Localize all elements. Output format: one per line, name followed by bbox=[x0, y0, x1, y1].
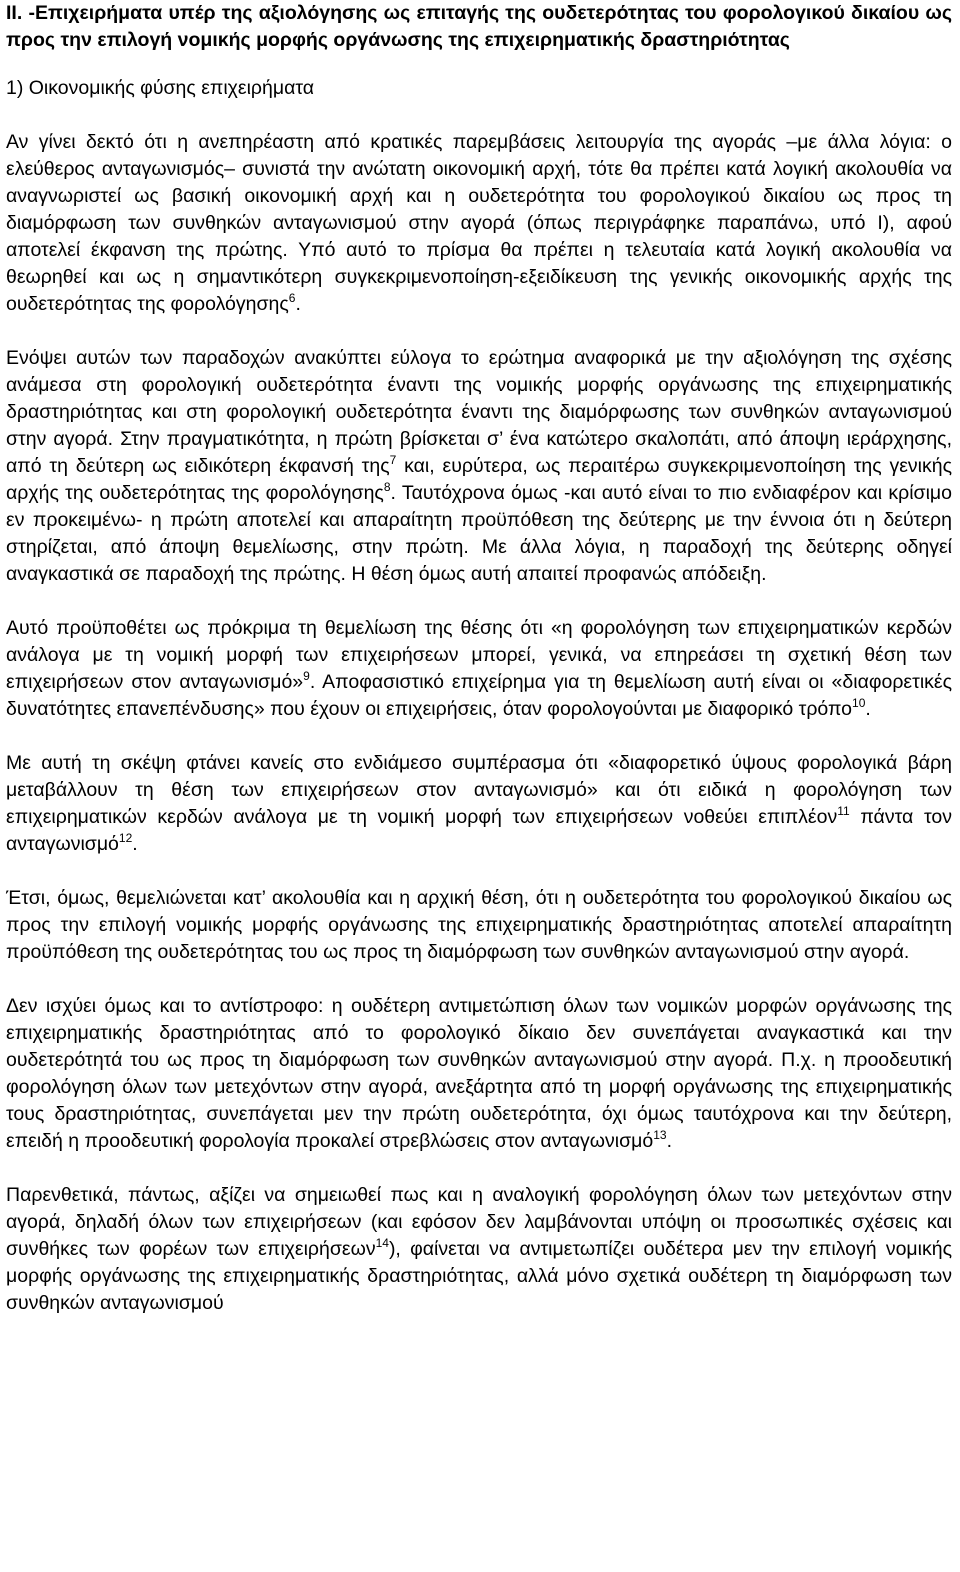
paragraph-1-text: Αν γίνει δεκτό ότι η ανεπηρέαστη από κρατικές παρεμβάσεις λειτουργία της αγοράς –με άλλα λόγια: ο ελεύθερος ανταγωνισμός– συνιστά την ανώτατη οικονομική αρχή, τότε θα πρέπει κατά λογική ακολουθία να αναγνωριστεί ως βασική οικονομική αρχή και η ουδετερότητα του φορολογικού δικαίου ως προς τη διαμόρφωση των συνθηκών ανταγωνισμού στην αγορά (όπως περιγράφηκε παραπάνω, υπό Ι), αφού αποτελεί έκφανση της πρώτης. Υπό αυτό το πρίσμα θα πρέπει η τελευταία κατά λογική ακολουθία να θεωρηθεί και ως η σημαντικότερη συγκεκριμενοποίηση-εξειδίκευση της γενικής οικονομικής αρχής της ουδετερότητας της φορολόγησης bbox=[6, 131, 952, 315]
paragraph-4-text-2: πάντα τον ανταγωνισμό bbox=[6, 806, 953, 855]
paragraph-4 bbox=[6, 750, 952, 858]
footnote-ref-10: 10 bbox=[852, 696, 866, 710]
subsection-heading bbox=[6, 75, 952, 102]
paragraph-2-text-2: και, ευρύτερα, ως περαιτέρω συγκεκριμενοποίηση της γενικής αρχής της ουδετερότητας της φορολόγησης bbox=[6, 455, 952, 504]
paragraph-6 bbox=[6, 993, 952, 1155]
paragraph-1 bbox=[6, 129, 952, 318]
paragraph-4-text: Με αυτή τη σκέψη φτάνει κανείς στο ενδιάμεσο συμπέρασμα ότι «διαφορετικό ύψους φορολογικά βάρη μεταβάλλουν τη θέση των επιχειρήσεων στον ανταγωνισμό» και ότι ειδικά η φορολόγηση των επιχειρηματικών κερδών ανάλογα με τη νομική μορφή των επιχειρήσεων νοθεύει επιπλέον bbox=[6, 752, 952, 828]
footnote-ref-7: 7 bbox=[389, 453, 397, 467]
paragraph-6-end: . bbox=[666, 1130, 672, 1152]
paragraph-5-text: Έτσι, όμως, θεμελιώνεται κατ’ ακολουθία και η αρχική θέση, ότι η ουδετερότητα του φορολογικού δικαίου ως προς την επιλογή νομικής μορφής οργάνωσης της επιχειρηματικής δραστηριότητας αποτελεί απαραίτητη προϋπόθεση της ουδετερότητας του ως προς τη διαμόρφωση των συνθηκών ανταγωνισμού στην αγορά. bbox=[6, 887, 952, 963]
paragraph-7 bbox=[6, 1182, 952, 1317]
footnote-ref-6: 6 bbox=[288, 291, 296, 305]
paragraph-2-text: Ενόψει αυτών των παραδοχών ανακύπτει εύλογα το ερώτημα αναφορικά με την αξιολόγηση της σχέσης ανάμεσα στη φορολογική ουδετερότητα έναντι της νομικής μορφής οργάνωσης της επιχειρηματικής δραστηριότητας και στη φορολογική ουδετερότητα έναντι της διαμόρφωσης των συνθηκών ανταγωνισμού στην αγορά. Στην πραγματικότητα, η πρώτη βρίσκεται σ’ ένα κατώτερο σκαλοπάτι, από άποψη ιεράρχησης, από τη δεύτερη ως ειδικότερη έκφανσή της bbox=[6, 347, 952, 477]
paragraph-7-text-2: ), φαίνεται να αντιμετωπίζει ουδέτερα μεν την επιλογή νομικής μορφής οργάνωσης της επιχειρηματικής δραστηριότητας, αλλά μόνο σχετικά ουδέτερη τη διαμόρφωση των συνθηκών ανταγωνισμού bbox=[6, 1238, 952, 1314]
paragraph-4-end: . bbox=[132, 833, 138, 855]
paragraph-3-end: . bbox=[865, 698, 871, 720]
paragraph-7-text: Παρενθετικά, πάντως, αξίζει να σημειωθεί πως και η αναλογική φορολόγηση όλων των μετεχόντων στην αγορά, δηλαδή όλων των επιχειρήσεων (και εφόσον δεν λαμβάνονται υπόψη οι προσωπικές σχέσεις και συνθήκες των φορέων των επιχειρήσεων bbox=[6, 1184, 952, 1260]
paragraph-3 bbox=[6, 615, 952, 723]
paragraph-6-text: Δεν ισχύει όμως και το αντίστροφο: η ουδέτερη αντιμετώπιση όλων των νομικών μορφών οργάνωσης της επιχειρηματικής δραστηριότητας από το φορολογικό δίκαιο δεν συνεπάγεται αναγκαστικά και την ουδετερότητά του ως προς τη διαμόρφωση των συνθηκών ανταγωνισμού στην αγορά. Π.χ. η προοδευτική φορολόγηση όλων των μετεχόντων στην αγορά, ανεξάρτητα από τη μορφή οργάνωσης της επιχειρηματικής τους δραστηριότητας, συνεπάγεται μεν την πρώτη ουδετερότητα, όχι όμως ταυτόχρονα και την δεύτερη, επειδή η προοδευτική φορολογία προκαλεί στρεβλώσεις στον ανταγωνισμό bbox=[6, 995, 952, 1152]
footnote-ref-11: 11 bbox=[837, 804, 850, 818]
section-heading bbox=[6, 0, 952, 54]
footnote-ref-8: 8 bbox=[383, 480, 391, 494]
footnote-ref-9: 9 bbox=[303, 669, 310, 683]
subsection-heading-text: 1) Οικονομικής φύσης επιχειρήματα bbox=[6, 77, 315, 99]
paragraph-1-end: . bbox=[295, 293, 301, 315]
footnote-ref-12: 12 bbox=[118, 831, 133, 845]
paragraph-2-text-3: . Ταυτόχρονα όμως -και αυτό είναι το πιο ενδιαφέρον και κρίσιμο εν προκειμένω- η πρώτη αποτελεί και απαραίτητη προϋπόθεση της δεύτερης με την έννοια ότι η δεύτερη στηρίζεται, από άποψη θεμελίωσης, στην πρώτη. Με άλλα λόγια, η παραδοχή της δεύτερης οδηγεί αναγκαστικά σε παραδοχή της πρώτης. Η θέση όμως αυτή απαιτεί προφανώς απόδειξη. bbox=[6, 482, 952, 585]
footnote-ref-13: 13 bbox=[653, 1128, 667, 1142]
footnote-ref-14: 14 bbox=[375, 1236, 389, 1250]
paragraph-5 bbox=[6, 885, 952, 966]
section-heading-text: ΙΙ. -Επιχειρήματα υπέρ της αξιολόγησης ως επιταγής της ουδετερότητας του φορολογικού δικαίου ως προς την επιλογή νομικής μορφής οργάνωσης της επιχειρηματικής δραστηριότητας bbox=[6, 2, 952, 51]
paragraph-3-text: Αυτό προϋποθέτει ως πρόκριμα τη θεμελίωση της θέσης ότι «η φορολόγηση των επιχειρηματικών κερδών ανάλογα με τη νομική μορφή των επιχειρήσεων μπορεί, γενικά, να επηρεάσει τη σχετική θέση των επιχειρήσεων στον ανταγωνισμό» bbox=[6, 617, 952, 693]
paragraph-2 bbox=[6, 345, 952, 588]
paragraph-3-text-2: . Αποφασιστικό επιχείρημα για τη θεμελίωση αυτή είναι οι «διαφορετικές δυνατότητες επανεπένδυσης» που έχουν οι επιχειρήσεις, όταν φορολογούνται με διαφορικό τρόπο bbox=[6, 671, 953, 720]
